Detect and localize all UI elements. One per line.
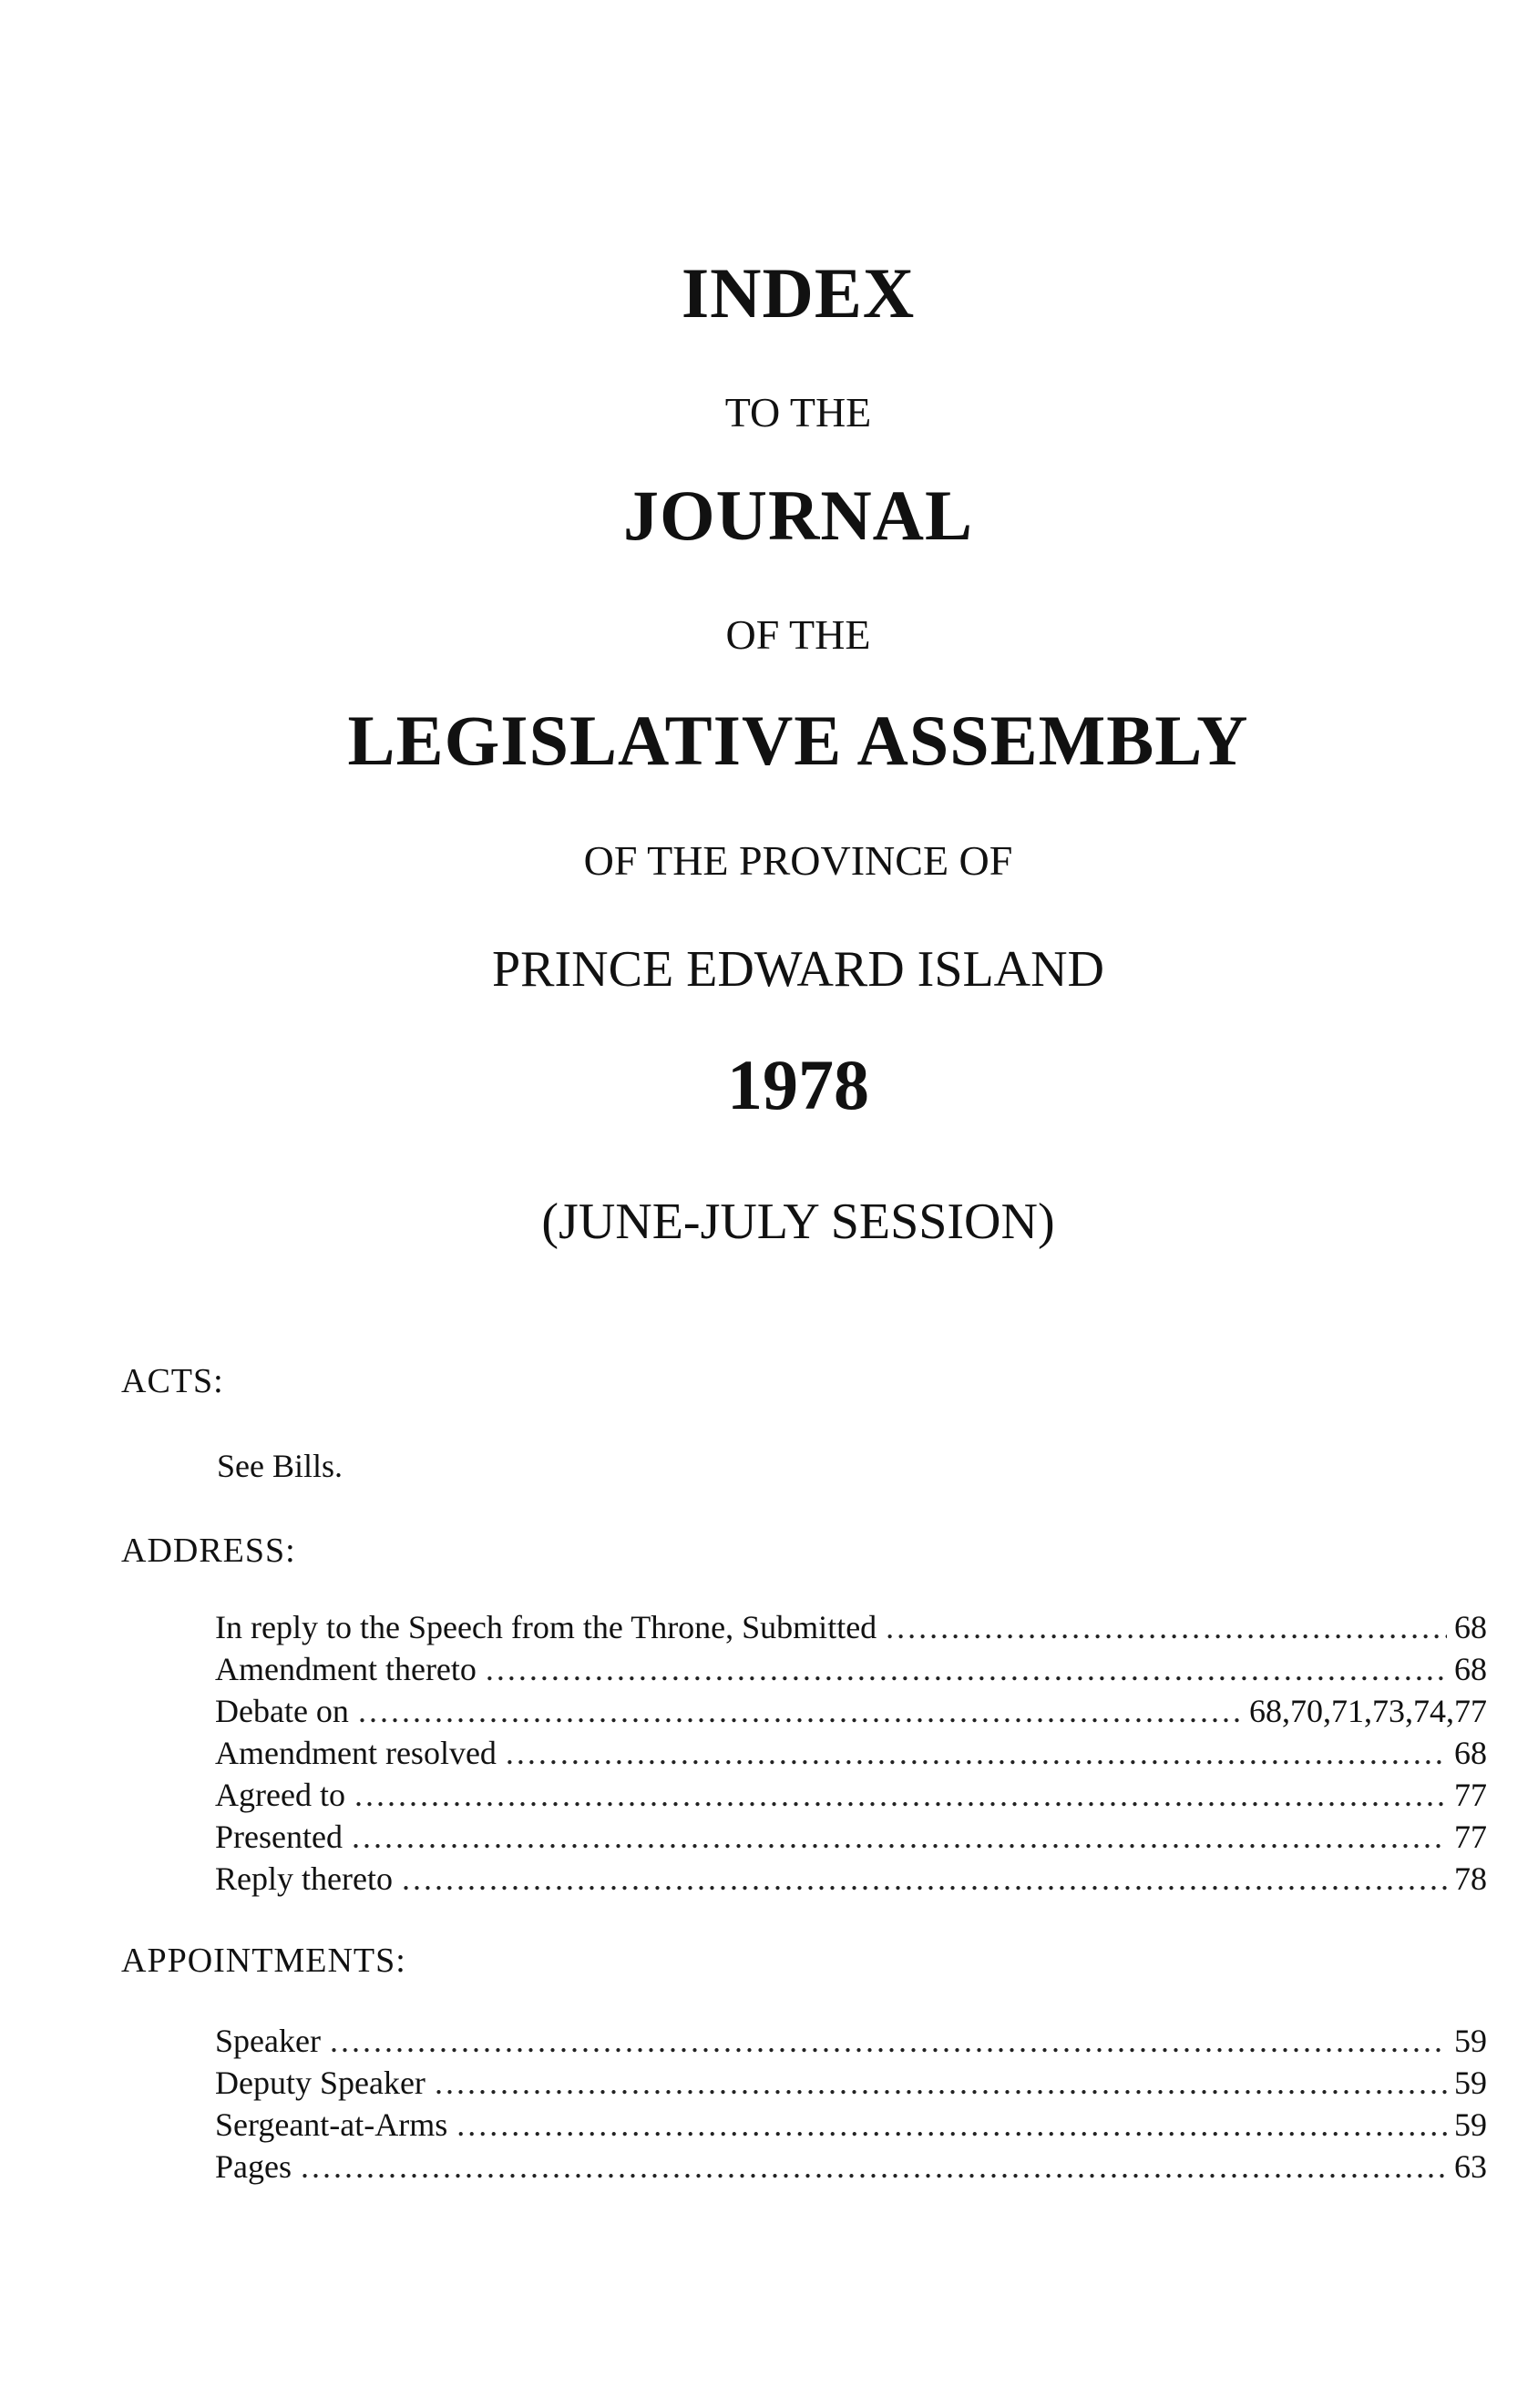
entry-label: Reply thereto [215,1860,393,1897]
title-year: 1978 [727,1045,869,1124]
entry-label: Presented [215,1819,343,1855]
entry-label: Speaker [215,2023,321,2059]
title-prince-edward-island: PRINCE EDWARD ISLAND [492,941,1104,998]
entry-label: Pages [215,2148,292,2185]
section-heading-acts: ACTS: [121,1362,224,1400]
section-heading-address: ADDRESS: [121,1532,296,1570]
dot-leader [301,2146,1447,2188]
title-index: INDEX [681,253,916,333]
dot-leader [402,1858,1447,1900]
entry-pages: 59 [1454,2023,1487,2059]
dot-leader [886,1606,1447,1648]
index-entry [215,1774,1487,1816]
index-entry [215,2020,1487,2062]
entry-label: Debate on [215,1693,349,1729]
dot-leader [435,2062,1447,2104]
entry-pages: 77 [1454,1819,1487,1855]
dot-leader [486,1648,1447,1690]
entry-pages: 68 [1454,1609,1487,1645]
title-of-the-province-of: OF THE PROVINCE OF [583,837,1013,884]
index-entry [215,1606,1487,1648]
entry-pages: 68,70,71,73,74,77 [1249,1693,1487,1729]
entry-pages: 59 [1454,2106,1487,2143]
entry-label: Sergeant-at-Arms [215,2106,448,2143]
title-legislative-assembly: LEGISLATIVE ASSEMBLY [347,701,1249,780]
index-entry [215,1816,1487,1858]
entry-label: Amendment resolved [215,1735,497,1771]
index-entry [215,1690,1487,1732]
dot-leader [358,1690,1242,1732]
title-to-the: TO THE [724,389,872,435]
entry-label: Amendment thereto [215,1651,477,1687]
entry-label: In reply to the Speech from the Throne, Submitted [215,1609,877,1645]
entry-pages: 63 [1454,2148,1487,2185]
entry-pages: 78 [1454,1860,1487,1897]
entry-pages: 68 [1454,1651,1487,1687]
title-of-the: OF THE [725,611,871,658]
entry-label: Agreed to [215,1777,345,1813]
dot-leader [354,1774,1447,1816]
see-bills-note: See Bills. [217,1448,343,1484]
title-session: (JUNE-JULY SESSION) [541,1194,1055,1250]
index-entry [215,2104,1487,2146]
index-entry [215,2146,1487,2188]
section-heading-appointments: APPOINTMENTS: [121,1942,406,1980]
index-entry [215,1732,1487,1774]
entry-pages: 68 [1454,1735,1487,1771]
index-entry [215,1648,1487,1690]
dot-leader [506,1732,1447,1774]
appointments-entries [215,2020,1487,2188]
index-entry [215,1858,1487,1900]
dot-leader [352,1816,1447,1858]
address-entries [215,1606,1487,1900]
dot-leader [456,2104,1447,2146]
entry-pages: 77 [1454,1777,1487,1813]
dot-leader [330,2020,1447,2062]
title-journal: JOURNAL [622,476,973,555]
index-entry [215,2062,1487,2104]
entry-pages: 59 [1454,2065,1487,2101]
entry-label: Deputy Speaker [215,2065,426,2101]
